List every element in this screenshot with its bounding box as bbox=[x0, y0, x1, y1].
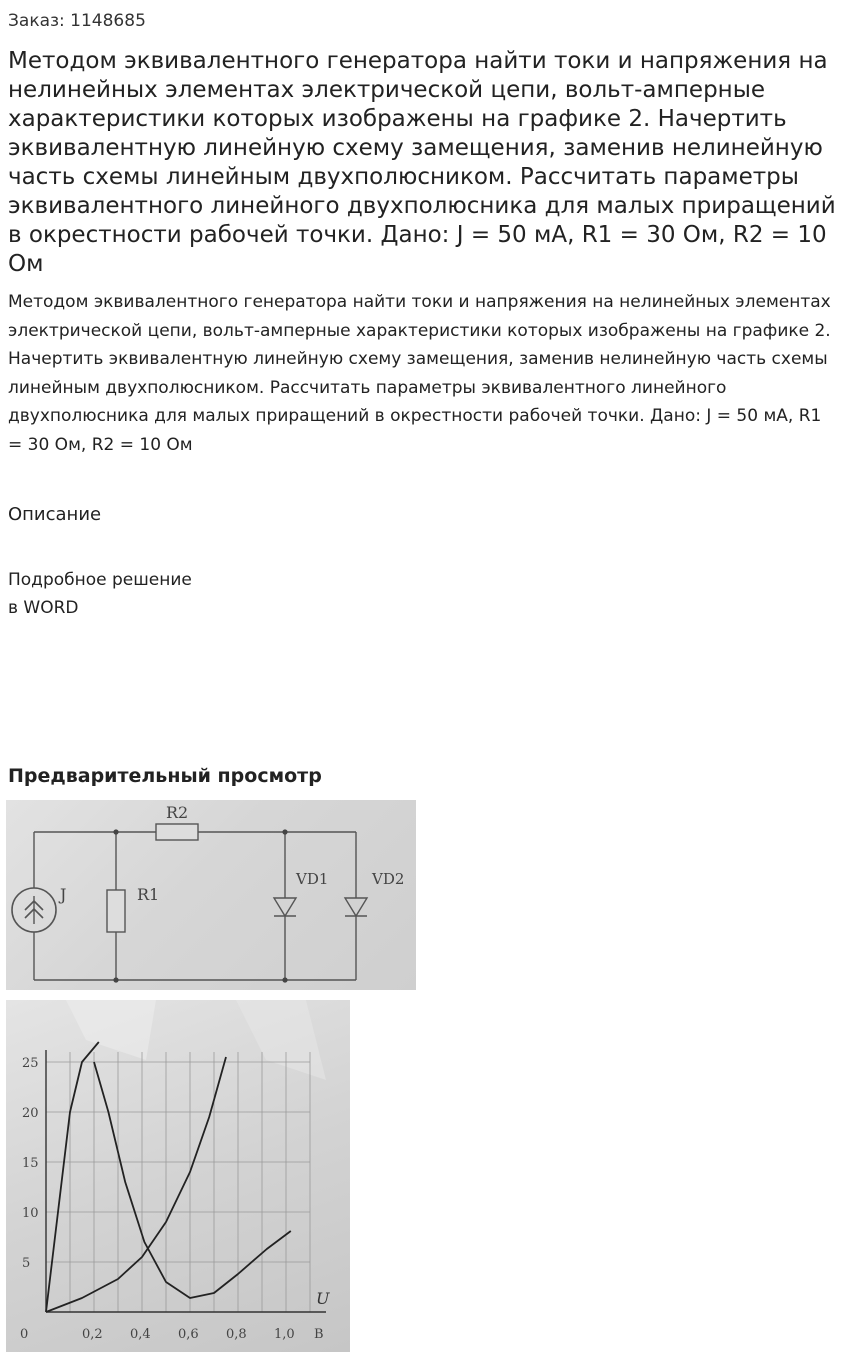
details-line-1: Подробное решение bbox=[8, 570, 192, 590]
vac-graph bbox=[6, 1000, 350, 1352]
y-tick-label: 15 bbox=[22, 1156, 39, 1171]
current-source-icon bbox=[12, 888, 56, 932]
circuit-diagram bbox=[6, 800, 416, 990]
x-tick-label: 0,8 bbox=[226, 1327, 247, 1342]
x-tick-label: 1,0 bbox=[274, 1327, 295, 1342]
y-tick-label: 10 bbox=[22, 1206, 39, 1221]
junction-dots bbox=[113, 829, 287, 982]
vac-curve-falling bbox=[94, 1062, 291, 1298]
resistor-r2 bbox=[156, 824, 198, 840]
x-tick-label: 0,2 bbox=[82, 1327, 103, 1342]
y-tick-label: 20 bbox=[22, 1106, 39, 1121]
label-vd1: VD1 bbox=[296, 870, 329, 888]
label-r1: R1 bbox=[137, 885, 160, 904]
x-tick-label: 0 bbox=[20, 1327, 29, 1342]
label-source-j: J bbox=[60, 885, 67, 904]
preview-heading: Предварительный просмотр bbox=[8, 765, 322, 787]
resistor-r1 bbox=[107, 890, 125, 932]
y-tick-label: 5 bbox=[22, 1256, 31, 1271]
description-heading: Описание bbox=[8, 504, 102, 525]
x-axis-symbol: U bbox=[316, 1289, 330, 1308]
diode-vd1-icon bbox=[274, 898, 296, 916]
solution-details bbox=[8, 566, 192, 622]
description-text: Методом эквивалентного генератора найти токи и напряжения на нелинейных элементах электрической цепи, вольт-амперные характеристики которых изображены на графике 2. Начертить эквивалентную линейную схему замещения, заменив нелинейную часть схемы линейным двухполюсником. Рассчитать параметры эквивалентного линейного двухполюсника для малых приращений в окрестности рабочей точки. Дано: J = 50 мА, R1 = 30 Ом, R2 = 10 Ом bbox=[8, 292, 831, 455]
x-tick-label: 0,4 bbox=[130, 1327, 151, 1342]
order-number: Заказ: 1148685 bbox=[8, 11, 146, 31]
label-r2: R2 bbox=[166, 803, 189, 822]
vac-curve-steep bbox=[46, 1042, 99, 1312]
preview-image-graph bbox=[6, 1000, 350, 1352]
details-line-2: в WORD bbox=[8, 598, 79, 618]
diode-vd2-icon bbox=[345, 898, 367, 916]
y-tick-label: 25 bbox=[22, 1056, 39, 1071]
page-title: Методом эквивалентного генератора найти токи и напряжения на нелинейных элементах электрической цепи, вольт-амперные характеристики которых изображены на графике 2. Начертить эквивалентную линейную схему замещения, заменив нелинейную часть схемы линейным двухполюсником. Рассчитать параметры эквивалентного линейного двухполюсника для малых приращений в окрестности рабочей точки. Дано: J = 50 мА, R1 = 30 Ом, R2 = 10 Ом bbox=[8, 48, 836, 277]
x-tick-label: 0,6 bbox=[178, 1327, 199, 1342]
label-vd2: VD2 bbox=[372, 870, 405, 888]
vac-curve-rising bbox=[46, 1057, 226, 1312]
x-unit-label: B bbox=[314, 1327, 324, 1342]
preview-image-circuit bbox=[6, 800, 416, 990]
